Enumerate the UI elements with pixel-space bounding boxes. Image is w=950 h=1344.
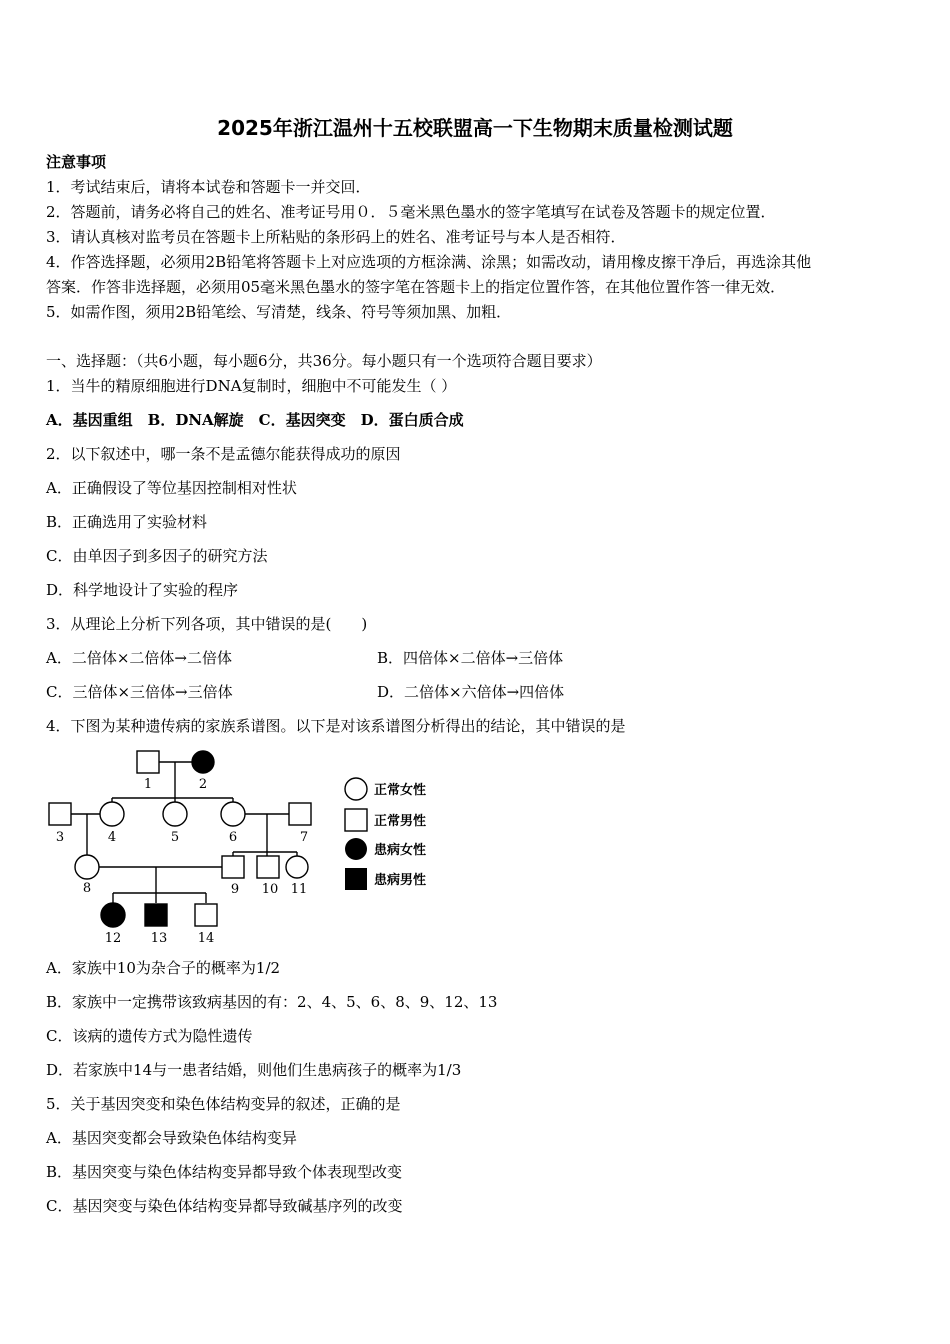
individual-number: 1 (143, 777, 153, 792)
normal-female-symbol (100, 802, 124, 826)
individual-number: 14 (197, 931, 215, 946)
legend-label: 患病男性 (374, 873, 427, 888)
normal-female-symbol (163, 802, 187, 826)
question-2-option-d: D．科学地设计了实验的程序 (46, 581, 239, 599)
question-3-option-d: D．二倍体×六倍体→四倍体 (377, 683, 565, 701)
affected-female-symbol (101, 903, 125, 927)
individual-number: 4 (107, 830, 117, 845)
notice-item: 2．答题前，请务必将自己的姓名、准考证号用０．５毫米黑色墨水的签字笔填写在试卷及答题卡的规定位置． (46, 203, 776, 221)
question-2-option-a: A．正确假设了等位基因控制相对性状 (46, 479, 297, 497)
pedigree-legend (345, 778, 426, 890)
individual-number: 5 (170, 830, 180, 845)
question-4-option-c: C．该病的遗传方式为隐性遗传 (46, 1027, 253, 1045)
question-5-option-c: C．基因突变与染色体结构变异都导致碱基序列的改变 (46, 1197, 403, 1215)
notice-item: 1．考试结束后，请将本试卷和答题卡一并交回． (46, 178, 371, 196)
notice-item: 4．作答选择题，必须用2B铅笔将答题卡上对应选项的方框涂满、涂黑；如需改动，请用橡皮擦干净后，再选涂其他 (46, 253, 812, 271)
legend-label: 患病女性 (374, 843, 427, 858)
question-4-option-d: D．若家族中14与一患者结婚，则他们生患病孩子的概率为1/3 (46, 1061, 462, 1079)
question-3-option-a: A．二倍体×二倍体→二倍体 (46, 649, 232, 667)
notice-item: 3．请认真核对监考员在答题卡上所粘贴的条形码上的姓名、准考证号与本人是否相符． (46, 228, 626, 246)
pedigree-symbols (49, 751, 311, 927)
normal-female-symbol (221, 802, 245, 826)
individual-number: 9 (230, 882, 240, 897)
legend-affected-female-symbol (345, 838, 367, 860)
question-2-stem: 2．以下叙述中，哪一条不是孟德尔能获得成功的原因 (46, 445, 401, 463)
question-5-option-a: A．基因突变都会导致染色体结构变异 (46, 1129, 297, 1147)
notice-heading: 注意事项 (46, 153, 107, 171)
legend-affected-male-symbol (345, 868, 367, 890)
normal-female-symbol (286, 856, 308, 878)
legend-label: 正常女性 (374, 783, 427, 798)
individual-number: 3 (55, 830, 65, 845)
individual-number: 12 (104, 931, 122, 946)
normal-female-symbol (75, 855, 99, 879)
notice-item: 5．如需作图，须用2B铅笔绘、写清楚，线条、符号等须加黑、加粗． (46, 303, 512, 321)
question-4-option-b: B．家族中一定携带该致病基因的有：2、4、5、6、8、9、12、13 (46, 993, 498, 1011)
legend-normal-male-symbol (345, 809, 367, 831)
notice-item: 答案．作答非选择题，必须用05毫米黑色墨水的签字笔在答题卡上的指定位置作答，在其他位置作答一律无效． (46, 278, 786, 296)
question-4-option-a: A．家族中10为杂合子的概率为1/2 (46, 959, 281, 977)
question-3-option-b: B．四倍体×二倍体→三倍体 (377, 649, 564, 667)
affected-male-symbol (145, 904, 167, 926)
question-3-option-c: C．三倍体×三倍体→三倍体 (46, 683, 233, 701)
page-title: 2025年浙江温州十五校联盟高一下生物期末质量检测试题 (217, 116, 733, 140)
question-5-stem: 5．关于基因突变和染色体结构变异的叙述，正确的是 (46, 1095, 401, 1113)
legend-normal-female-symbol (345, 778, 367, 800)
normal-male-symbol (257, 856, 279, 878)
question-2-option-b: B．正确选用了实验材料 (46, 513, 208, 531)
individual-number: 2 (198, 777, 208, 792)
normal-male-symbol (195, 904, 217, 926)
question-1-stem: 1．当牛的精原细胞进行DNA复制时，细胞中不可能发生（ ） (46, 377, 457, 395)
affected-female-symbol (192, 751, 214, 773)
normal-male-symbol (289, 803, 311, 825)
normal-male-symbol (137, 751, 159, 773)
pedigree-chart (42, 744, 452, 949)
individual-number: 7 (299, 830, 309, 845)
question-1-options: A．基因重组 B．DNA解旋 C．基因突变 D．蛋白质合成 (46, 411, 464, 429)
normal-male-symbol (222, 856, 244, 878)
individual-number: 13 (150, 931, 168, 946)
individual-number: 11 (290, 882, 308, 897)
legend-label: 正常男性 (374, 814, 427, 829)
individual-number: 10 (261, 882, 279, 897)
individual-number: 8 (82, 881, 92, 896)
question-5-option-b: B．基因突变与染色体结构变异都导致个体表现型改变 (46, 1163, 403, 1181)
section-heading: 一、选择题：（共6小题，每小题6分，共36分。每小题只有一个选项符合题目要求） (46, 352, 602, 370)
normal-male-symbol (49, 803, 71, 825)
question-2-option-c: C．由单因子到多因子的研究方法 (46, 547, 268, 565)
individual-number: 6 (228, 830, 238, 845)
question-3-stem: 3．从理论上分析下列各项，其中错误的是( ) (46, 615, 368, 633)
question-4-stem: 4．下图为某种遗传病的家族系谱图。以下是对该系谱图分析得出的结论，其中错误的是 (46, 717, 626, 735)
